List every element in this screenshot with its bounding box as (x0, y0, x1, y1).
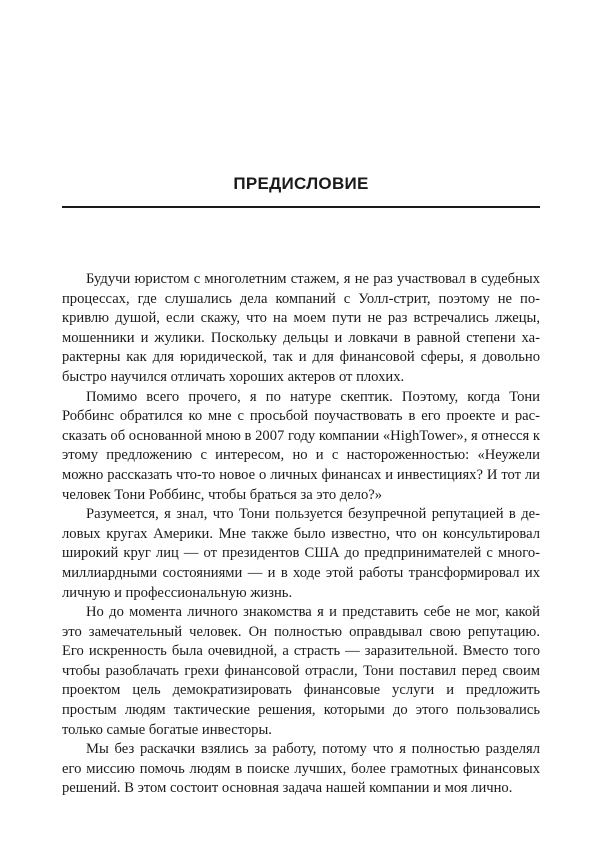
paragraph: Разумеется, я знал, что Тони пользуется безупречной репутацией в деловых кругах Америки. Мне также было известно, что он консультировал широкий круг лиц — от президентов США до предпринимателей с многомиллиардными состояниями — и в ходе этой работы трансформировал их личную и профессиональную жизнь. (62, 506, 540, 601)
paragraph: Но до момента личного знакомства я и представить себе не мог, какой это замечательный человек. Он полностью оправдывал свою репутацию. Его искренность была очевидной, а страсть — заразительной. Вместо того чтобы разоблачать грехи финансовой отрасли, Тони поставил перед своим проектом цель демократизировать финансовые услуги и предложить простым людям тактические решения, которыми до этого пользовались только самые богатые инвесторы. (62, 604, 540, 738)
body-text (62, 270, 540, 799)
paragraph: Помимо всего прочего, я по натуре скептик. Поэтому, когда Тони Роббинс обратился ко мне с просьбой поучаствовать в его проекте и рассказать об основанной мною в 2007 году компании «HighTower», я отнесся к этому предложению с интересом, но и с настороженностью: «Неужели можно рассказать что-то новое о личных финансах и инвестициях? И тот ли человек Тони Роббинс, чтобы браться за это дело?» (62, 388, 540, 503)
paragraph: Будучи юристом с многолетним стажем, я не раз участвовал в судебных процессах, где слушались дела компаний с Уолл-стрит, поэтому не покривлю душой, если скажу, что на моем пути не раз встречались лжецы, мошенники и жулики. Поскольку дельцы и ловкачи в равной степени характерны как для юридической, так и для финансовой сферы, я довольно быстро научился отличать хороших актеров от плохих. (62, 271, 540, 385)
title-rule (62, 206, 540, 208)
chapter-title: ПРЕДИСЛОВИЕ (233, 174, 369, 193)
paragraph: Мы без раскачки взялись за работу, потому что я полностью разделял его миссию помочь людям в поиске лучших, более грамотных финансовых решений. В этом состоит основная задача нашей компании и моя лично. (62, 741, 540, 797)
